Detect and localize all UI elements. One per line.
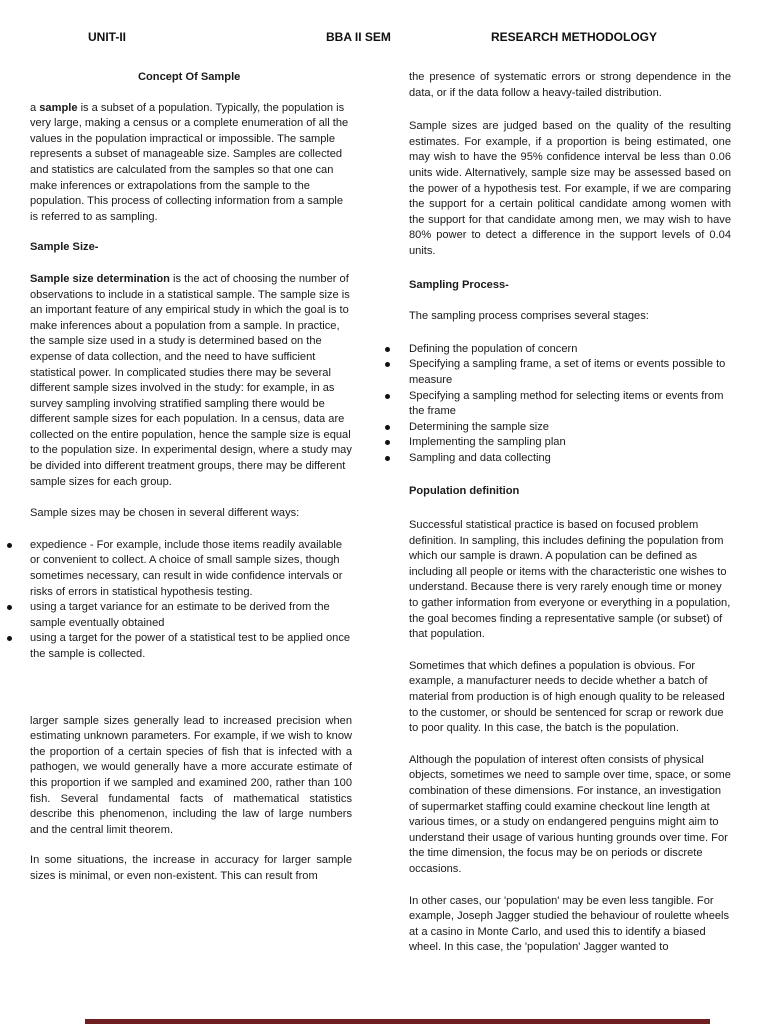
list-item: Implementing the sampling plan: [409, 435, 731, 451]
list-item: using a target for the power of a statistical test to be applied once the sample is collected.: [30, 631, 352, 662]
continued-paragraph: the presence of systematic errors or strong dependence in the data, or if the data follow a heavy-tailed distribution.: [409, 71, 731, 99]
left-column: [30, 70, 352, 885]
list-item: Determining the sample size: [409, 420, 731, 436]
list-item: using a target variance for an estimate to be derived from the sample eventually obtained: [30, 600, 352, 631]
header-course: BBA II SEM: [326, 30, 391, 44]
header-subject: RESEARCH METHODOLOGY: [491, 30, 658, 44]
situations-paragraph: In some situations, the increase in accuracy for larger sample sizes is minimal, or even non-existent. This can result from: [30, 854, 352, 882]
concept-term: sample: [39, 101, 78, 114]
population-paragraph-2: Sometimes that which defines a population is obvious. For example, a manufacturer needs to decide whether a batch of material from production is of high enough quality to be released to the customer, or should be sentenced for scrap or rework due to poor quality. In this case, the batch is the population.: [409, 659, 725, 735]
population-paragraph-4: In other cases, our 'population' may be even less tangible. For example, Joseph Jagger studied the behaviour of roulette wheels at a casino in Monte Carlo, and used this to identify a biased wheel. In this case, the 'population' Jagger wanted to: [409, 894, 730, 954]
sampling-process-heading: Sampling Process-: [409, 278, 509, 291]
list-item: Defining the population of concern: [409, 342, 731, 358]
sample-size-term: Sample size determination: [30, 272, 170, 285]
footer-rule: [85, 1019, 710, 1024]
larger-sizes-paragraph: larger sample sizes generally lead to increased precision when estimating unknown parameters. For example, if we wish to know the proportion of a certain species of fish that is infected with a pathogen, we would generally have a more accurate estimate of this proportion if we sampled and examined 200, rather than 100 fish. Several fundamental facts of mathematical statistics describe this phenomenon, including the law of large numbers and the central limit theorem.: [30, 714, 352, 836]
concept-heading: Concept Of Sample: [138, 71, 241, 83]
ways-intro: Sample sizes may be chosen in several different ways:: [30, 507, 300, 520]
population-paragraph-1: Successful statistical practice is based on focused problem definition. In sampling, this includes defining the population from which our sample is drawn. A population can be defined as including all people or items with the characteristic one wishes to understand. Because there is very rarely enough time or money to gather information from everyone or everything in a population, the goal becomes finding a representative sample (or subset) of that population.: [409, 519, 731, 641]
concept-pre: a: [30, 101, 40, 114]
list-item: Specifying a sampling method for selecting items or events from the frame: [409, 389, 731, 420]
judged-paragraph: Sample sizes are judged based on the quality of the resulting estimates. For example, if a proportion is being estimated, one may wish to have the 95% confidence interval be less than 0.06 units wide. Alternatively, sample size may be assessed based on the power of a hypothesis test. For example, if we are comparing the support for a certain political candidate among women with the support for that candidate among men, we may wish to have 80% power to detect a difference in the support levels of 0.04 units.: [409, 120, 731, 257]
list-item: expedience - For example, include those items readily available or convenient to collect. A choice of small sample sizes, though sometimes necessary, can result in wide confidence intervals or risks of errors in statistical hypothesis testing.: [30, 538, 352, 600]
list-item: Sampling and data collecting: [409, 451, 731, 467]
sampling-process-intro: The sampling process comprises several stages:: [409, 310, 649, 323]
concept-paragraph: [30, 101, 352, 226]
stages-list: [409, 342, 731, 467]
list-item: Specifying a sampling frame, a set of items or events possible to measure: [409, 357, 731, 388]
sample-size-rest: is the act of choosing the number of observations to include in a statistical sample. The sample size is an important feature of any empirical study in which the goal is to make inferences about a population from a sample. In practice, the sample size used in a study is determined based on the expense of data collection, and the need to have sufficient statistical power. In complicated studies there may be several different sample sizes involved in the study: for example, in as survey sampling involving stratified sampling there would be different sample sizes for each population. In a census, data are collected on the entire population, hence the sample size is equal to the population size. In experimental design, where a study may be divided into different treatment groups, there may be different sample sizes for each group.: [30, 272, 352, 488]
right-column: [409, 70, 731, 956]
sample-size-paragraph: [30, 272, 352, 490]
population-paragraph-3: Although the population of interest often consists of physical objects, sometimes we need to sample over time, space, or some combination of these dimensions. For instance, an investigation of supermarket staffing could examine checkout line length at various times, or a study on endangered penguins might aim to understand their usage of various hunting grounds over time. For the time dimension, the focus may be on periods or discrete occasions.: [409, 753, 731, 875]
ways-list: [30, 538, 352, 663]
population-definition-heading: Population definition: [409, 485, 520, 498]
header-unit: UNIT-II: [88, 30, 126, 44]
concept-rest: is a subset of a population. Typically, the population is very large, making a census or a complete enumeration of all the values in the population impractical or impossible. The sample represents a subset of manageable size. Samples are collected and statistics are calculated from the samples so that one can make inferences or extrapolations from the sample to the population. This process of collecting information from a sample is referred to as sampling.: [30, 101, 349, 223]
sample-size-heading: Sample Size-: [30, 241, 99, 254]
